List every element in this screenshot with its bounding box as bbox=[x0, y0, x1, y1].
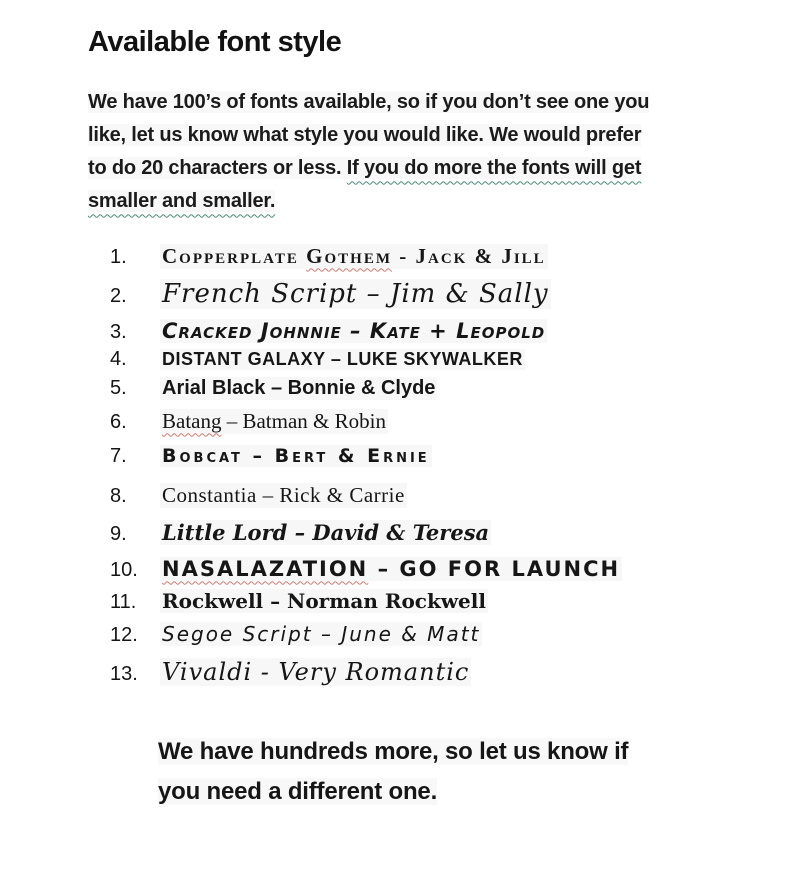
text-run: DISTANT GALAXY – LUKE SKYWALKER bbox=[162, 349, 523, 370]
font-sample-text bbox=[160, 658, 471, 686]
font-list-item-little-lord bbox=[110, 520, 748, 545]
font-sample-text bbox=[160, 319, 547, 343]
outro-line bbox=[158, 732, 748, 772]
font-list-item-batang bbox=[110, 409, 748, 434]
font-list-item-bobcat bbox=[110, 445, 748, 467]
font-sample-text bbox=[160, 244, 548, 269]
font-list-item-constantia bbox=[110, 483, 748, 508]
font-list-item-nasalazation bbox=[110, 557, 748, 581]
list-number: 4. bbox=[110, 348, 127, 371]
font-sample-text bbox=[160, 409, 388, 434]
squiggle-underlined-text: NASALAZATION bbox=[162, 557, 369, 582]
list-number: 7. bbox=[110, 445, 127, 468]
font-list-item-french-script bbox=[110, 279, 748, 309]
font-list-item-distant-galaxy bbox=[110, 349, 748, 370]
list-number: 13. bbox=[110, 663, 138, 686]
intro-line bbox=[88, 152, 748, 185]
font-sample-text bbox=[160, 520, 491, 545]
outro-text: you need a different one. bbox=[158, 778, 438, 806]
list-number: 10. bbox=[110, 559, 138, 582]
text-run: Bobcat – Bert & Ernie bbox=[162, 445, 430, 468]
font-sample-text bbox=[160, 622, 482, 646]
font-sample-text bbox=[160, 377, 437, 400]
font-list-item-segoe-script bbox=[110, 622, 748, 646]
text-run: like, let us know what style you would like. We would prefer bbox=[88, 124, 642, 147]
list-number: 11. bbox=[110, 591, 137, 614]
squiggle-underlined-text: If you do more the fonts will get bbox=[346, 157, 642, 180]
font-sample-text bbox=[160, 445, 432, 467]
squiggle-underlined-text: Batang bbox=[162, 409, 222, 434]
intro-paragraph bbox=[88, 86, 748, 218]
text-run: Constantia – Rick & Carrie bbox=[162, 483, 405, 508]
text-run: Cracked Johnnie – Kate + Leopold bbox=[162, 319, 546, 344]
text-run: to do 20 characters or less. bbox=[88, 157, 347, 180]
squiggle-underlined-text: smaller and smaller. bbox=[88, 190, 276, 213]
list-number: 9. bbox=[110, 523, 127, 546]
list-number: 2. bbox=[110, 285, 127, 308]
text-run: Segoe Script – June & Matt bbox=[162, 622, 481, 647]
list-number: 6. bbox=[110, 411, 127, 434]
text-run: Little Lord – David & Teresa bbox=[162, 520, 490, 546]
font-sample-text bbox=[160, 557, 622, 581]
outro-line bbox=[158, 772, 748, 812]
text-run: Rockwell – Norman Rockwell bbox=[162, 589, 486, 614]
list-number: 12. bbox=[110, 624, 138, 647]
text-run: Arial Black – Bonnie & Clyde bbox=[162, 377, 436, 400]
font-list-item-cracked-johnnie bbox=[110, 319, 748, 343]
font-sample-text bbox=[160, 349, 525, 370]
text-run: Copperplate bbox=[162, 244, 307, 269]
text-run: – GO FOR LAUNCH bbox=[368, 557, 621, 582]
font-list-item-copperplate bbox=[110, 244, 748, 269]
font-sample-text bbox=[160, 589, 488, 613]
font-list-item-rockwell bbox=[110, 589, 748, 613]
intro-line bbox=[88, 119, 748, 152]
font-list-item-arial-black bbox=[110, 377, 748, 400]
list-number: 3. bbox=[110, 321, 127, 344]
font-list-item-vivaldi bbox=[110, 658, 748, 686]
squiggle-underlined-text: Gothem bbox=[306, 244, 392, 269]
intro-line bbox=[88, 86, 748, 119]
text-run: – Batman & Robin bbox=[221, 409, 386, 434]
font-sample-text bbox=[160, 279, 551, 309]
text-run: We have 100’s of fonts available, so if you don’t see one you bbox=[88, 91, 650, 114]
outro-paragraph bbox=[158, 732, 748, 812]
text-run: - Jack & Jill bbox=[392, 244, 546, 269]
outro-text: We have hundreds more, so let us know if bbox=[158, 738, 629, 766]
text-run: Vivaldi - Very Romantic bbox=[162, 658, 470, 687]
intro-line bbox=[88, 185, 748, 218]
font-list bbox=[110, 244, 748, 686]
list-number: 1. bbox=[110, 246, 127, 269]
page-title: Available font style bbox=[88, 26, 342, 58]
text-run: French Script – Jim & Sally bbox=[162, 279, 549, 310]
list-number: 8. bbox=[110, 485, 127, 508]
font-sample-text bbox=[160, 483, 407, 508]
list-number: 5. bbox=[110, 377, 127, 400]
